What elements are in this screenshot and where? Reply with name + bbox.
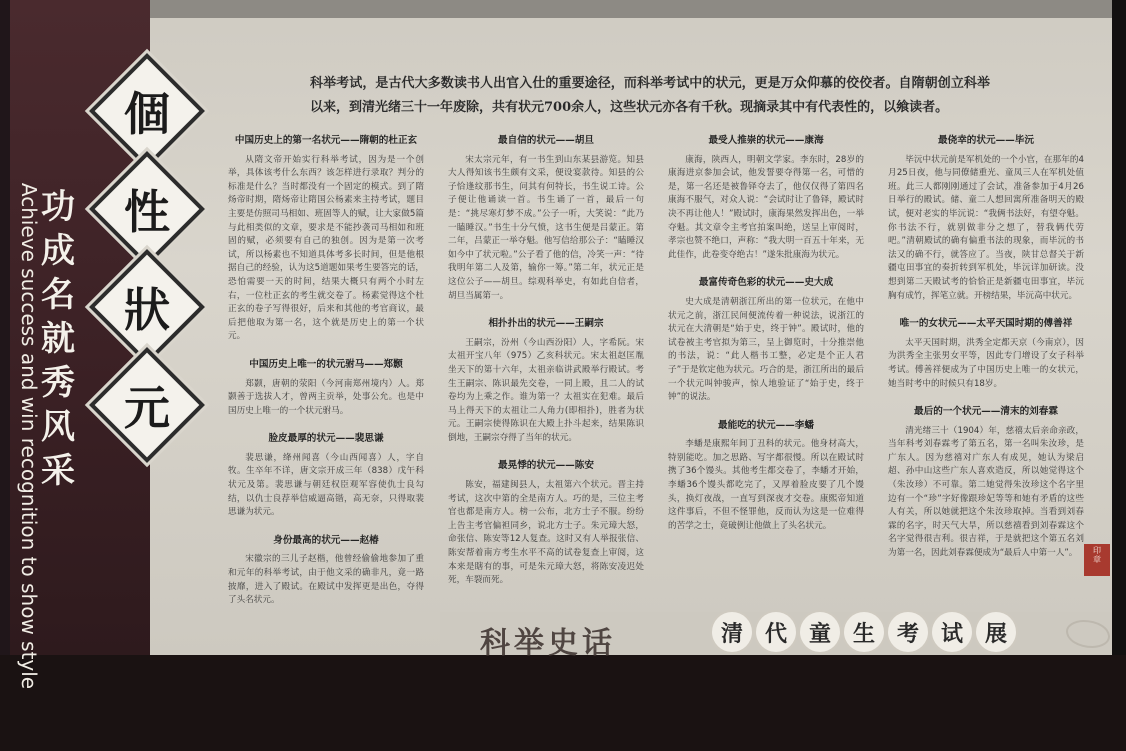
column-2 xyxy=(448,134,644,602)
column-3 xyxy=(668,134,864,547)
banner-left-title: 科举史话 xyxy=(480,626,616,661)
section-title: 最后的一个状元——清末的刘春霖 xyxy=(914,406,1058,418)
diamond-char: 狀 xyxy=(124,283,170,337)
slogan-char: 风 xyxy=(41,407,77,447)
column-1 xyxy=(228,134,424,622)
section-title: 中国历史上的第一名状元——隋朝的杜正玄 xyxy=(234,135,418,146)
section-body: 宋徽宗的三儿子赵楷，他曾经偷偷地参加了重和元年的科举考试，由于他文采的确非凡，竟一路披靡，进入了殿试。在殿试中发挥更是出色，夺得了头名状元。 xyxy=(228,554,424,606)
section-title: 相扑扑出的状元——王嗣宗 xyxy=(488,318,604,330)
intro-paragraph: 科举考试，是古代大多数读书人出官入仕的重要途径，而科举考试中的状元，更是万众仰慕的佼佼者。自隋朝创立科举以来，到清光绪三十一年废除，共有状元700余人，这些状元亦各有千秋。现摘录其中有代表性的，以飨读者。 xyxy=(310,76,990,115)
section-title: 中国历史上唯一的状元驸马——郑颢 xyxy=(249,358,403,370)
slogan-char: 就 xyxy=(41,319,77,359)
diamond-char: 性 xyxy=(124,185,170,239)
slogan-char: 功 xyxy=(41,187,77,227)
banner-bead: 考 xyxy=(888,612,928,652)
section-body: 裴思谦，绛州闻喜（今山西闻喜）人，字自牧。生卒年不详，唐文宗开成三年（838）戊午科状元及第。裴思谦与朝廷权臣观军容使仇士良勾结，以仇士良荐举信威逼高锴，高无奈，只得取裴思谦为状元。 xyxy=(228,452,424,518)
diamond-1 xyxy=(106,70,188,152)
right-edge xyxy=(1112,0,1126,655)
slogan-char: 成 xyxy=(41,231,77,271)
section-body: 毕沅中状元前是军机处的一个小官，在那年的4月25日夜，他与同僚储重光、童凤三人在军机处值班。此三人都刚刚通过了会试，准备参加于4月26日举行的殿试。储、童二人想回寓所准备明天的殿试，便对老实的毕沅说：“我俩书法好，有望夺魁。你书法不行，就别做非分之想了，替我俩代劳吧。”清朝殿试的确有偏重书法的现象，而毕沅的书法又的确不行，就答应了。当夜，陕甘总督关于新疆屯田事宜的奏折转到军机处，毕沅详加研读。没想到第二天殿试考的恰恰正是新疆屯田事宜，毕沅胸有成竹，挥笔立就。开榜结果，毕沅高中状元。 xyxy=(888,154,1084,301)
slogan-char: 采 xyxy=(41,451,77,491)
english-caption: Achieve success and win recognition to show style xyxy=(17,182,41,690)
section-title: 唯一的女状元——太平天国时期的傅善祥 xyxy=(899,318,1073,330)
banner-bead: 清 xyxy=(712,612,752,652)
banner-bead: 童 xyxy=(800,612,840,652)
section-title: 最自信的状元——胡旦 xyxy=(498,135,594,146)
section-title: 身份最高的状元——赵椿 xyxy=(273,534,379,546)
banner-right-title xyxy=(712,612,1064,655)
section-body: 王嗣宗，汾州（今山西汾阳）人，字希阮。宋太祖开宝八年（975）乙亥科状元。宋太祖赵匡胤坐天下的第十六年，太祖亲临讲武殿举行殿试。考生王嗣宗、陈识最先交卷，一同上殿，且二人的试卷均为上乘之作。谁为第一？太祖实在犯难。最后马上得天下的太祖让二人角力(即相扑)，胜者为状元。王嗣宗使得陈识在大殿上扑斗起来，结果陈识倒地，王嗣宗夺得了当年的状元。 xyxy=(448,337,644,443)
section-body: 史大成是清朝浙江所出的第一位状元，在他中状元之前，浙江民间便流传着一种说法，说浙江的状元在大清朝是“始于史，终于钟”。殿试时，他的试卷被主考官拟为第三，呈上御览时，十分推崇他的书法，说：“此人楷书工整，必定是个正人君子”于是钦定他为状元。巧合的是，浙江所出的最后一个状元叫钟骏声，惊人地验证了“始于史，终于钟”的说法。 xyxy=(668,296,864,403)
section-title: 最能吃的状元——李蟠 xyxy=(718,419,814,431)
section-title: 最受人推崇的状元——康海 xyxy=(708,135,824,146)
diamond-3 xyxy=(106,266,188,348)
section-body: 宋太宗元年，有一书生到山东某县游览。知县大人得知该书生颇有文采，便设宴款待。知县的公子恰逢纹那书生，问其有何特长，书生说工诗。公子便让他诵读一首。书生诵了一首，最后一句是：“挑尽寒灯梦不成。”公子一听，大笑说：“此乃一瞌睡汉。”书生十分气愤，这书生便是吕蒙正。第二年，吕蒙正一举夺魁。他写信给那公子：“瞌睡汉如今中了状元啦。”公子看了他的信，冷笑一声：“待我明年第二人及第，输你一筹。”第二年，状元正是这位公子——胡旦。综观科举史，有如此自信者，胡旦当属第一。 xyxy=(448,154,644,301)
banner-bead: 试 xyxy=(932,612,972,652)
section-title: 脸皮最厚的状元——裴思谦 xyxy=(268,433,384,445)
section-body: 太平天国时期，洪秀全定都天京（今南京），因为洪秀全主张男女平等，因此专门增设了女子科举考试。傅善祥便成为了中国历史上唯一的女状元，她当时考中的时候只有18岁。 xyxy=(888,337,1084,389)
section-body: 从隋文帝开始实行科举考试，因为是一个创举，具体该考什么东西？该怎样进行录取？判分的标准是什么？当时都没有一个固定的模式。到了隋炀帝时期，隋炀帝让隋国公杨素来主持考试，题目主要是仿照司马相如、班固等人的赋，让大家做5篇与此相类似的文章，要求是不能抄袭司马相如和班固的赋，必须要有自己的独创。因为是第一次考试，所以杨素也不知道具体考多长时间，但是他根据自己的经验，认为这5道题如果考生要答完的话，恐怕需要一天的时间，结果大概只有两个小时左右，一位杜正玄的考生就交卷了。杨素觉得这个杜正玄的卷子写得很好，后来和其他的考官商议，最后把他取为第一名，这个就是历史上的第一个状元。 xyxy=(228,154,424,342)
banner-bead: 展 xyxy=(976,612,1016,652)
section-body: 清光绪三十（1904）年，慈禧太后亲命亲政，当年科考刘春霖考了第五名，第一名叫朱汝珍，是广东人。因为慈禧对广东人有成见，她认为梁启超、孙中山这些广东人喜欢造反，所以她觉得这个（朱汝珍）不可靠。第二她觉得朱汝珍这个名字里边有一个“珍”字好像跟珍妃等等和她有矛盾的这些人有关，所以她就把这个朱汝珍取掉。当看到刘春霖的名字，时天气大旱，所以慈禧看到刘春霖这个名字觉得很吉利。很吉祥，于是就把这个第五名刘为第一名，因此刘春霖便成为“最后人中第一人”。 xyxy=(888,425,1084,559)
section-title: 最侥幸的状元——毕沅 xyxy=(938,135,1034,146)
slogan-char: 秀 xyxy=(41,363,77,403)
diamond-2 xyxy=(106,168,188,250)
top-frame xyxy=(150,0,1112,18)
section-title: 最富传奇色彩的状元——史大成 xyxy=(698,277,834,289)
section-body: 郑颢，唐朝的荥阳（今河南郑州境内）人。郑颢善于选拔人才，曾两主贡举，处事公允。也是中国历史上唯一的一个状元驸马。 xyxy=(228,378,424,416)
section-body: 李蟠是康熙年间丁丑科的状元。他身材高大，特别能吃。加之思路、写字都很慢。所以在殿试时携了36个馒头。其他考生都交卷了，李蟠才开始，李蟠36个馒头都吃完了，又厚着脸皮要了几个馒头，换灯夜战，一直写到深夜才交卷。康熙帝知道这件事后，不但不怪罪他，反而认为这是一位难得的苦学之士，竟破例让他做上了头名状元。 xyxy=(668,439,864,531)
diamond-4 xyxy=(106,364,188,446)
banner-bead: 生 xyxy=(844,612,884,652)
slogan-vertical xyxy=(38,185,80,493)
column-4 xyxy=(888,134,1084,575)
banner-bead: 代 xyxy=(756,612,796,652)
section-body: 陈安，福建闽县人，太祖第六个状元。晋主持考试，这次中第的全是南方人。巧的是，三位主考官也都是南方人。榜一公布，北方士子不服。纷纷上告主考官偏袒同乡，说北方士子。朱元璋大怒，命张信、陈安等12人复查。这时又有人举报张信、陈安帮着南方考生水平不高的试卷复查上审阅，这本来是瞎有的事，可是朱元璋大怒，将陈安凌迟处死，车裂而死。 xyxy=(448,480,644,586)
diamond-char: 元 xyxy=(124,381,170,435)
diamond-char: 個 xyxy=(124,87,170,141)
red-seal-stamp: 印 章 xyxy=(1084,544,1110,576)
section-title: 最晃悸的状元——陈安 xyxy=(498,460,594,472)
section-body: 康海，陕西人，明朝文学家。李东时，28岁的康海进京参加会试，他发誓要夺得第一名，可惜的是，第一名还是被鲁铎夺去了，他仅仅得了第四名康海不服气，对众人说：“会试时让了鲁铎，殿试时决不再让他人！”殿试时，康海果然发挥出色，一举夺魁。其文章令主考官拍案叫绝，送呈上审阅时，孝宗也赞不绝口，声称：“我大明一百五十年来，无此佳作，此卷变夺绝古！”遂朱批康海为状元。 xyxy=(668,154,864,260)
slogan-char: 名 xyxy=(41,275,77,315)
